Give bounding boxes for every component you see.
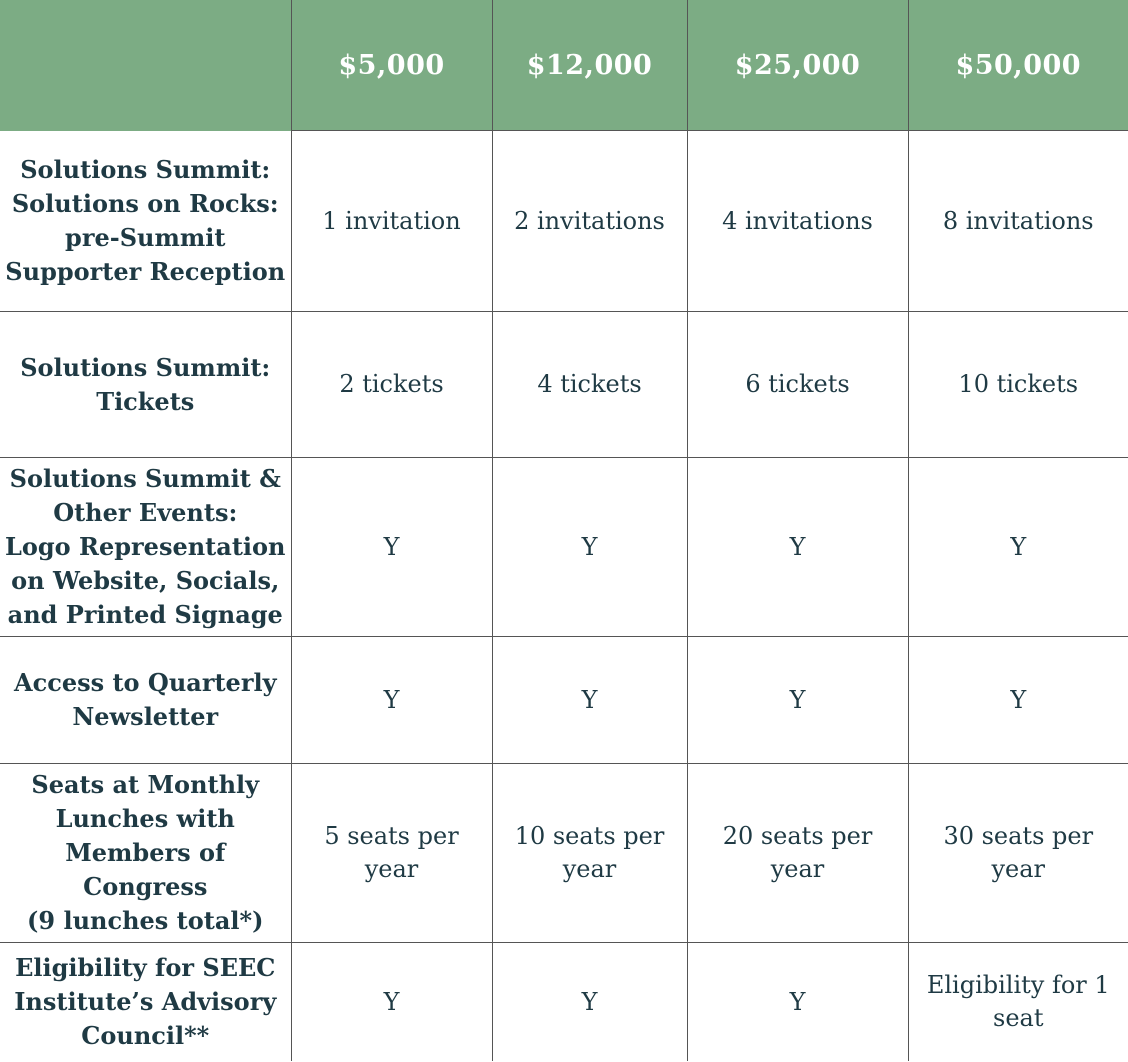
row-label-reception xyxy=(0,131,291,312)
table-cell: Y xyxy=(492,637,687,764)
row-label-line: Congress xyxy=(83,872,208,901)
row-label-line: (9 lunches total*) xyxy=(27,906,264,935)
row-label-line: pre-Summit xyxy=(65,222,226,252)
table-cell: Y xyxy=(291,458,492,637)
table-cell: 1 invitation xyxy=(291,131,492,312)
table-cell: Y xyxy=(492,458,687,637)
row-label-line: Members of xyxy=(65,838,226,867)
row-label-line: Solutions Summit: xyxy=(20,352,271,382)
tier-header-25000: $25,000 xyxy=(687,0,908,131)
row-label-line: on Website, Socials, xyxy=(11,566,280,595)
table-row-newsletter xyxy=(0,637,1128,764)
row-label-line: Solutions on Rocks: xyxy=(11,188,279,218)
row-label-line: Eligibility for SEEC xyxy=(15,953,276,982)
table-cell: 2 tickets xyxy=(291,312,492,458)
row-label-line: Council** xyxy=(81,1021,210,1050)
row-label-line: Solutions Summit & xyxy=(9,464,281,493)
table-cell: 5 seats per year xyxy=(291,764,492,943)
row-label-line: Tickets xyxy=(96,386,195,416)
row-label-line: and Printed Signage xyxy=(7,600,283,629)
table-cell: 10 tickets xyxy=(908,312,1128,458)
row-label-line: Logo Representation xyxy=(5,532,286,561)
row-label-advisory-council xyxy=(0,943,291,1062)
table-row-logo-representation xyxy=(0,458,1128,637)
row-label-line: Newsletter xyxy=(72,702,219,731)
table-cell: Y xyxy=(291,943,492,1062)
table-row-monthly-lunches xyxy=(0,764,1128,943)
row-label-logo-representation xyxy=(0,458,291,637)
tier-header-5000: $5,000 xyxy=(291,0,492,131)
table-cell: Y xyxy=(291,637,492,764)
table-cell: Y xyxy=(908,458,1128,637)
table-cell: Y xyxy=(908,637,1128,764)
table-row-tickets xyxy=(0,312,1128,458)
table-cell: 2 invitations xyxy=(492,131,687,312)
table-row-advisory-council xyxy=(0,943,1128,1062)
table-cell: Y xyxy=(687,943,908,1062)
row-label-line: Seats at Monthly xyxy=(31,770,260,799)
row-label-line: Access to Quarterly xyxy=(13,668,277,697)
tier-header-50000: $50,000 xyxy=(908,0,1128,131)
table-row-reception xyxy=(0,131,1128,312)
tier-header-row xyxy=(0,0,1128,131)
table-cell: Eligibility for 1 seat xyxy=(908,943,1128,1062)
table-cell: 30 seats per year xyxy=(908,764,1128,943)
row-label-tickets xyxy=(0,312,291,458)
row-label-line: Lunches with xyxy=(55,804,235,833)
row-label-line: Supporter Reception xyxy=(5,256,286,286)
row-label-monthly-lunches xyxy=(0,764,291,943)
table-cell: 4 invitations xyxy=(687,131,908,312)
table-cell: 10 seats per year xyxy=(492,764,687,943)
table-cell: Y xyxy=(492,943,687,1062)
row-label-line: Institute’s Advisory xyxy=(14,987,277,1016)
table-cell: 8 invitations xyxy=(908,131,1128,312)
row-label-line: Solutions Summit: xyxy=(20,154,271,184)
tier-header-12000: $12,000 xyxy=(492,0,687,131)
table-cell: 6 tickets xyxy=(687,312,908,458)
header-corner-cell xyxy=(0,0,291,131)
table-cell: Y xyxy=(687,458,908,637)
row-label-line: Other Events: xyxy=(53,498,238,527)
table-cell: 20 seats per year xyxy=(687,764,908,943)
table-cell: Y xyxy=(687,637,908,764)
table-cell: 4 tickets xyxy=(492,312,687,458)
row-label-newsletter xyxy=(0,637,291,764)
